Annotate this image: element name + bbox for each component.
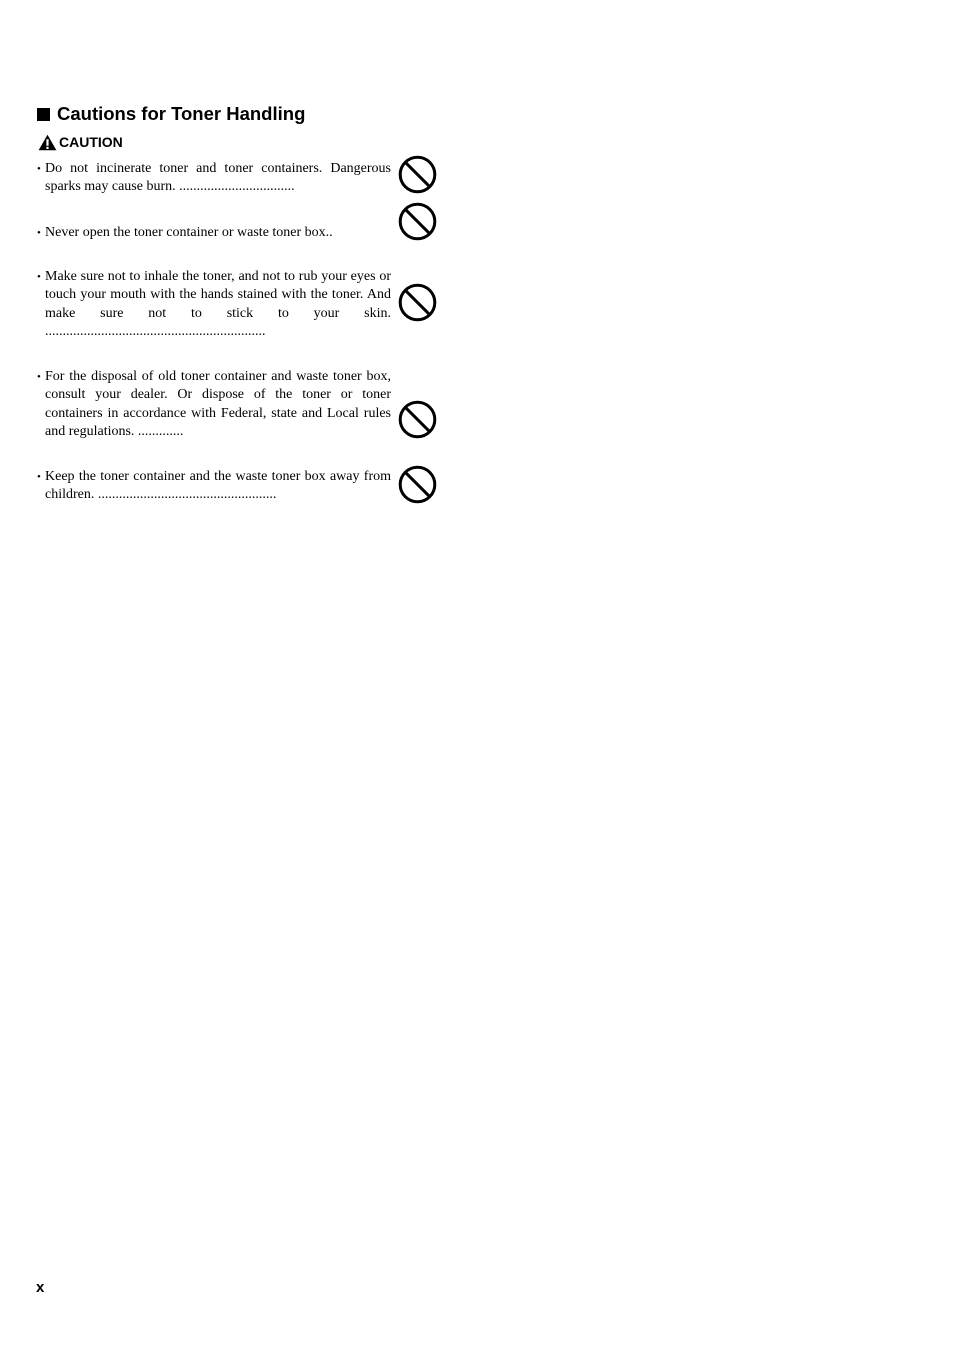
- item-bullet: •: [37, 227, 41, 239]
- caution-item: [37, 268, 391, 342]
- page-number: x: [36, 1279, 45, 1296]
- item-text: Never open the toner container or waste toner box..: [45, 225, 333, 240]
- prohibition-icon: [398, 202, 437, 241]
- item-text: Make sure not to inhale the toner, and not to rub your eyes or touch your mouth with the hands stained with the toner. And make sure not to stick to your skin. ...............................................................: [45, 269, 391, 340]
- section-title: [37, 103, 305, 125]
- square-bullet-icon: [37, 108, 50, 121]
- section-title-text: Cautions for Toner Handling: [57, 103, 306, 124]
- prohibition-icon: [398, 283, 437, 322]
- prohibition-icon: [398, 400, 437, 439]
- item-bullet: •: [37, 371, 41, 383]
- caution-item: [37, 224, 391, 242]
- item-bullet: •: [37, 271, 41, 283]
- item-text: For the disposal of old toner container and waste toner box, consult your dealer. Or dispose of the toner or toner containers in accordance with Federal, state and Local rules and regulations. .............: [45, 369, 391, 440]
- prohibition-icon: [398, 465, 437, 504]
- item-bullet: •: [37, 471, 41, 483]
- item-bullet: •: [37, 163, 41, 175]
- caution-label-text: CAUTION: [59, 134, 123, 150]
- caution-item: [37, 160, 391, 197]
- item-text: Keep the toner container and the waste toner box away from children. ...................................................: [45, 469, 391, 503]
- caution-item: [37, 368, 391, 442]
- item-text: Do not incinerate toner and toner containers. Dangerous sparks may cause burn. .................................: [45, 161, 391, 195]
- warning-triangle-icon: [38, 134, 57, 151]
- caution-item: [37, 468, 391, 505]
- prohibition-icon: [398, 155, 437, 194]
- caution-label: [38, 133, 123, 151]
